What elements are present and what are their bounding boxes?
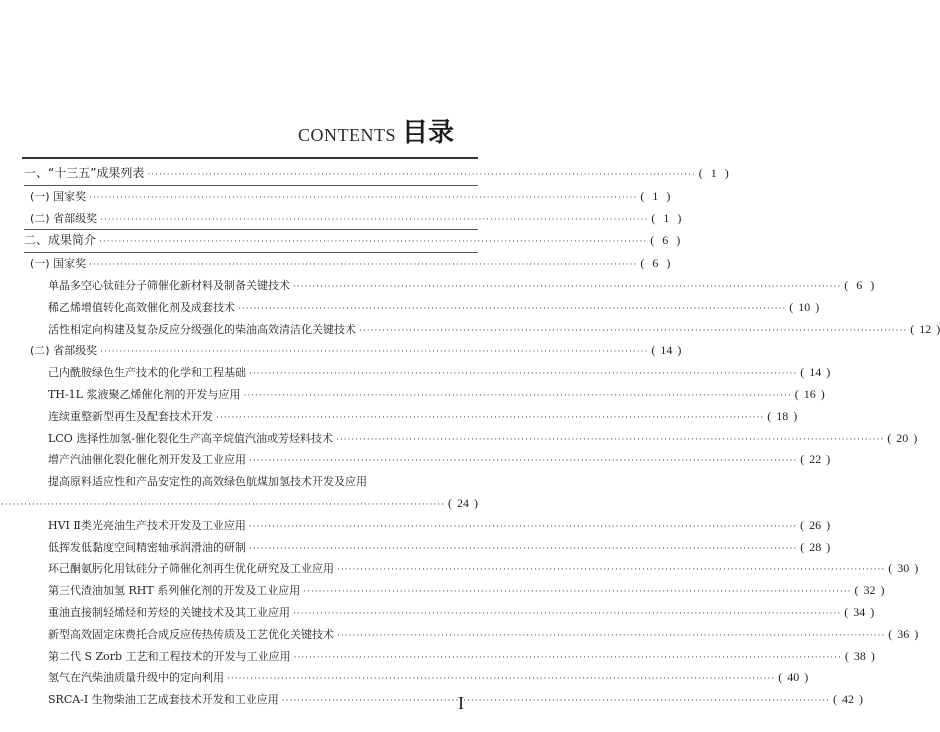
dot-leader	[333, 430, 887, 452]
toc-page-ref: ( 6 )	[650, 230, 680, 252]
toc-entry[interactable]	[24, 689, 863, 711]
toc-entry-title: 二、成果简介	[24, 233, 97, 248]
dot-leader	[246, 539, 800, 561]
toc-entry-title: SRCA-I 生物柴油工艺成套技术开发和工业应用	[48, 693, 279, 707]
toc-entry[interactable]	[24, 319, 940, 341]
header-rule	[22, 157, 478, 159]
toc-page-ref: ( 20 )	[887, 428, 917, 450]
dot-leader	[240, 386, 794, 408]
toc-page-number: 14	[809, 365, 822, 380]
toc-page-ref: ( 36 )	[888, 624, 918, 646]
toc-subsection[interactable]	[24, 253, 671, 275]
dot-leader	[0, 495, 448, 517]
dot-leader	[291, 648, 845, 670]
dot-leader	[97, 210, 651, 232]
toc-entry[interactable]	[24, 667, 809, 689]
toc-entry-title: 增产汽油催化裂化催化剂开发及工业应用	[48, 453, 246, 467]
toc-entry-title: 提高原料适应性和产品安定性的高效绿色航煤加氢技术开发及应用	[48, 475, 367, 489]
toc-page-ref: ( 6 )	[844, 275, 874, 297]
toc-page-ref: ( 14 )	[651, 340, 681, 362]
toc-entry-title: 低挥发低黏度空间精密轴承润滑油的研制	[48, 540, 246, 554]
toc-entry-title: (一) 国家奖	[30, 257, 87, 271]
toc-page-number: 1	[652, 188, 659, 203]
dot-leader	[235, 299, 789, 321]
toc-page-ref: ( 1 )	[651, 208, 681, 230]
toc-entry[interactable]	[24, 275, 875, 297]
dot-leader	[86, 188, 640, 210]
contents-title-chinese: 目录	[401, 118, 454, 148]
toc-entry-title: 重油直接制轻烯烃和芳烃的关键技术及其工业应用	[48, 605, 290, 619]
dot-leader	[144, 165, 698, 187]
toc-page-ref: ( 34 )	[844, 602, 874, 624]
toc-entry-title: 单晶多空心钛硅分子筛催化新材料及制备关键技术	[48, 278, 290, 292]
table-of-contents	[24, 163, 940, 711]
toc-entry-title: 活性相定向构建及复杂反应分级强化的柴油高效清洁化关键技术	[48, 322, 356, 336]
toc-entry-title: 一、“十三五”成果列表	[24, 166, 145, 180]
toc-entry[interactable]	[24, 602, 875, 624]
toc-subsection[interactable]	[24, 208, 682, 231]
toc-entry-title: 连续重整新型再生及配套技术开发	[48, 409, 213, 423]
dot-leader	[86, 255, 640, 277]
toc-page-number: 40	[787, 670, 800, 685]
toc-page-ref: ( 10 )	[789, 297, 819, 319]
toc-page-number: 32	[863, 583, 876, 598]
toc-page-number: 26	[809, 517, 822, 532]
toc-entry[interactable]	[24, 406, 798, 428]
toc-entry-title: 氢气在汽柴油质量升级中的定向利用	[48, 671, 224, 685]
toc-entry-title: (二) 省部级奖	[30, 211, 98, 225]
toc-entry-title: TH-1L 浆液聚乙烯催化剂的开发与应用	[48, 387, 241, 401]
toc-page-number: 16	[803, 386, 816, 401]
toc-entry[interactable]	[24, 646, 875, 668]
dot-leader	[224, 669, 778, 691]
dot-leader	[290, 604, 844, 626]
dot-leader	[246, 517, 800, 539]
toc-page-number: 42	[842, 692, 854, 707]
toc-page-number: 6	[652, 256, 659, 271]
toc-page-number: 28	[809, 539, 822, 554]
toc-entry[interactable]	[24, 493, 478, 515]
dot-leader	[246, 451, 800, 473]
toc-page-ref: ( 16 )	[795, 384, 825, 406]
toc-entry[interactable]	[24, 558, 919, 580]
toc-page-number: 34	[853, 604, 866, 619]
toc-page-number: 22	[809, 452, 822, 467]
toc-page-ref: ( 32 )	[854, 580, 884, 602]
toc-section[interactable]	[24, 163, 729, 186]
toc-page-number: 18	[776, 408, 789, 423]
toc-entry[interactable]	[24, 449, 831, 471]
toc-page-number: 24	[457, 495, 469, 510]
toc-page-ref: ( 22 )	[800, 449, 830, 471]
toc-page-ref: ( 42 )	[833, 689, 863, 711]
toc-entry[interactable]	[24, 297, 820, 319]
toc-page-number: 10	[798, 299, 811, 314]
toc-page-number: 20	[896, 430, 909, 445]
toc-entry[interactable]	[24, 580, 885, 602]
dot-leader	[96, 232, 650, 254]
toc-entry[interactable]	[24, 537, 831, 559]
toc-page-number: 1	[710, 166, 717, 180]
toc-page-number: 38	[853, 648, 866, 663]
toc-subsection[interactable]	[24, 340, 682, 362]
dot-leader	[300, 582, 854, 604]
dot-leader	[290, 277, 844, 299]
toc-page-ref: ( 14 )	[800, 362, 830, 384]
toc-entry[interactable]	[24, 384, 825, 406]
toc-entry-title: 稀乙烯增值转化高效催化剂及成套技术	[48, 300, 235, 314]
toc-subsection[interactable]	[24, 186, 671, 208]
toc-entry-title: (二) 省部级奖	[30, 344, 98, 358]
toc-entry-title: 环己酮氨肟化用钛硅分子筛催化剂再生优化研究及工业应用	[48, 562, 334, 576]
toc-page-ref: ( 26 )	[800, 515, 830, 537]
dot-leader	[334, 626, 888, 648]
dot-leader	[246, 364, 800, 386]
toc-entry-title: 第二代 S Zorb 工艺和工程技术的开发与工业应用	[48, 649, 291, 663]
toc-page-number: 6	[856, 277, 863, 292]
toc-entry[interactable]	[24, 428, 918, 450]
toc-page-number: 6	[662, 233, 669, 248]
toc-entry[interactable]	[24, 624, 919, 646]
toc-entry-title: (一) 国家奖	[30, 189, 87, 203]
toc-page-number: 30	[897, 561, 910, 576]
dot-leader	[279, 691, 833, 713]
page-number: I	[458, 693, 464, 713]
toc-entry-title: HVI Ⅱ类光亮油生产技术开发及工业应用	[48, 518, 246, 532]
toc-entry[interactable]	[24, 471, 478, 493]
toc-page-ref: ( 38 )	[845, 646, 875, 668]
toc-entry[interactable]	[24, 362, 831, 384]
toc-page-number: 14	[660, 343, 673, 358]
toc-page-ref: ( 1 )	[699, 163, 729, 185]
toc-page-ref: ( 12 )	[910, 319, 940, 341]
dot-leader	[97, 342, 651, 364]
toc-page-ref: ( 6 )	[640, 253, 670, 275]
toc-page-ref: ( 24 )	[448, 493, 478, 515]
toc-page-ref: ( 30 )	[888, 558, 918, 580]
toc-entry-title: 第三代渣油加氢 RHT 系列催化剂的开发及工业应用	[48, 584, 301, 598]
dot-leader	[356, 321, 910, 343]
toc-entry-title: LCO 选择性加氢-催化裂化生产高辛烷值汽油或芳烃料技术	[48, 431, 333, 445]
toc-page-ref: ( 18 )	[767, 406, 797, 428]
dot-leader	[213, 408, 767, 430]
toc-page-ref: ( 40 )	[778, 667, 808, 689]
toc-page-number: 1	[663, 210, 670, 225]
toc-entry-title: 己内酰胺绿色生产技术的化学和工程基础	[48, 366, 246, 380]
contents-header	[298, 112, 454, 149]
toc-page-ref: ( 28 )	[800, 537, 830, 559]
toc-page-number: 36	[897, 626, 910, 641]
toc-entry-title: 新型高效固定床费托合成反应传热传质及工艺优化关键技术	[48, 627, 334, 641]
contents-title-english: CONTENTS	[297, 125, 396, 145]
toc-page-number: 12	[919, 321, 932, 336]
dot-leader	[334, 560, 888, 582]
toc-page-ref: ( 1 )	[640, 186, 670, 208]
toc-section[interactable]	[24, 230, 681, 253]
toc-entry[interactable]	[24, 515, 831, 537]
